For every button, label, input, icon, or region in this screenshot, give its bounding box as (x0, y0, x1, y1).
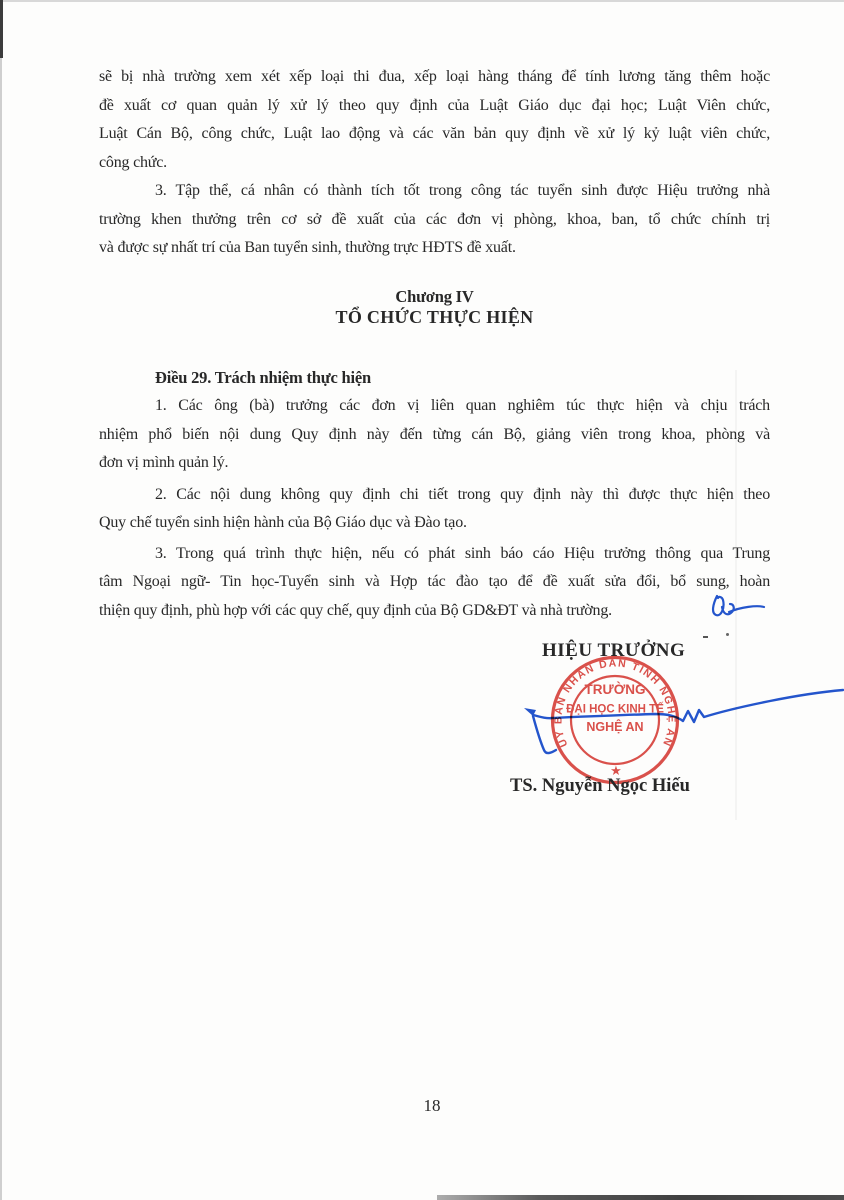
body-line: tâm Ngoại ngữ- Tin học-Tuyển sinh và Hợp tác đào tạo để đề xuất sửa đổi, bổ sung, hoàn (99, 573, 770, 590)
stamp-star-icon: ★ (610, 763, 622, 778)
signature-stroke (533, 690, 843, 722)
stamp-ring-text: UỶ BAN NHÂN DÂN TỈNH NGHỆ AN (552, 657, 678, 749)
signature-hook-stroke (533, 716, 556, 753)
body-line: trường khen thưởng trên cơ sở đề xuất của các đơn vị phòng, khoa, ban, tổ chức chính trị (99, 210, 770, 228)
body-line: đơn vị mình quản lý. (99, 454, 229, 471)
paragraph-continuation (99, 63, 770, 177)
body-line: Quy chế tuyển sinh hiện hành của Bộ Giáo dục và Đào tạo. (99, 514, 467, 531)
chapter-heading (99, 286, 770, 328)
body-line: 1. Các ông (bà) trưởng các đơn vị liên quan nghiêm túc thực hiện và chịu trách (155, 397, 770, 414)
paragraph-clause-1 (99, 392, 770, 478)
body-line: sẽ bị nhà trường xem xét xếp loại thi đua, xếp loại hàng tháng để tính lương tăng thêm hoặc (99, 68, 770, 85)
signer-name: TS. Nguyễn Ngọc Hiếu (510, 776, 690, 796)
scan-shadow-bottom (437, 1195, 844, 1200)
body-line: nhiệm phổ biến nội dung Quy định này đến từng cán Bộ, giảng viên trong khoa, phòng và (99, 425, 770, 443)
body-line: 3. Tập thể, cá nhân có thành tích tốt trong công tác tuyển sinh được Hiệu trưởng nhà (155, 182, 770, 199)
chapter-title: TỔ CHỨC THỰC HIỆN (335, 306, 534, 327)
scan-edge-left (0, 0, 2, 1200)
chapter-number: Chương IV (395, 286, 474, 306)
stamp-line-dai-hoc-kinh-te: ĐẠI HỌC KINH TẾ (566, 703, 664, 716)
page-number: 18 (423, 1096, 441, 1115)
body-line: đề xuất cơ quan quản lý xử lý theo quy định của Luật Giáo dục đại học; Luật Viên chức, (99, 96, 770, 114)
body-line: Luật Cán Bộ, công chức, Luật lao động và các văn bản quy định về xử lý kỷ luật viên chức, (99, 125, 770, 142)
body-line: công chức. (99, 153, 167, 171)
body-line: 2. Các nội dung không quy định chi tiết trong quy định này thì được thực hiện theo (155, 485, 770, 503)
signature-ink (500, 583, 844, 793)
body-line: 3. Trong quá trình thực hiện, nếu có phát sinh báo cáo Hiệu trưởng thông qua Trung (155, 544, 770, 562)
scan-edge-top (0, 0, 844, 2)
signer-role-title: HIỆU TRƯỞNG (542, 640, 686, 661)
article-heading: Điều 29. Trách nhiệm thực hiện (155, 367, 371, 387)
document-body (99, 63, 770, 625)
body-line: thiện quy định, phù hợp với các quy chế, quy định của Bộ GD&ĐT và nhà trường. (99, 601, 612, 619)
paragraph-clause-3-reward (99, 177, 770, 263)
paragraph-clause-2 (99, 481, 770, 538)
pen-initial-mark (713, 596, 764, 615)
stamp-line-truong: TRƯỜNG (584, 682, 646, 697)
body-line: và được sự nhất trí của Ban tuyển sinh, thường trực HĐTS đề xuất. (99, 239, 516, 256)
stamp-line-nghe-an: NGHỆ AN (586, 720, 644, 734)
scan-edge-left-dark (0, 0, 3, 58)
